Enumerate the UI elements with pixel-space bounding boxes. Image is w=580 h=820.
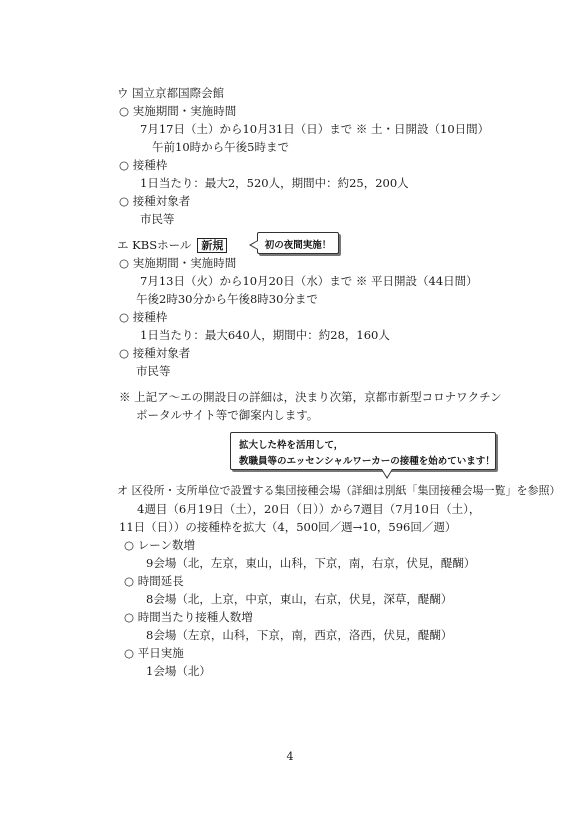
section-e-title: エ KBSホール: [117, 238, 192, 252]
section-e-quota-heading: ○ 接種枠: [119, 310, 168, 324]
section-u-title: ウ 国立京都国際会館: [117, 86, 225, 100]
section-u-target-heading: ○ 接種対象者: [119, 194, 191, 208]
section-e-target-heading: ○ 接種対象者: [119, 346, 191, 360]
note-line2: ポータルサイト等で御案内します。: [136, 408, 319, 422]
section-o-line1: 4週目（6月19日（土），20日（日））から7週目（7月10日（土），: [137, 502, 481, 516]
section-o-item-heading: ○ 時間延長: [124, 574, 184, 588]
section-u-period-heading: ○ 実施期間・実施時間: [119, 104, 237, 118]
section-o-item-heading: ○ 時間当たり接種人数増: [124, 610, 253, 624]
section-o-item-detail: 8会場（北，上京，中京，東山，右京，伏見，深草，醍醐）: [146, 592, 453, 606]
section-e-target-text: 市民等: [136, 364, 171, 378]
callout-pointer-fill: [251, 241, 258, 249]
expansion-callout: [230, 432, 496, 470]
note-line1: ※ 上記ア〜エの開設日の詳細は，決まり次第，京都市新型コロナワクチン: [119, 390, 502, 404]
expansion-callout-line1: 拡大した枠を活用して，: [239, 440, 344, 451]
section-e-period-heading: ○ 実施期間・実施時間: [119, 256, 237, 270]
night-callout: [257, 232, 339, 254]
section-e-period-line1: 7月13日（火）から10月20日（水）まで ※ 平日開設（44日間）: [140, 274, 478, 288]
section-u-quota-heading: ○ 接種枠: [119, 158, 168, 172]
night-callout-text: 初の夜間実施！: [264, 240, 332, 251]
section-o-line2: 11日（日））の接種枠を拡大（4，500回／週→10，596回／週）: [119, 520, 457, 534]
section-u-period-line1: 7月17日（土）から10月31日（日）まで ※ 土・日開設（10日間）: [140, 122, 490, 136]
section-o-item-heading: ○ 平日実施: [124, 646, 184, 660]
section-o-item-detail: 1会場（北）: [146, 664, 211, 678]
section-o-item-detail: 8会場（左京，山科，下京，南，西京，洛西，伏見，醍醐）: [146, 628, 453, 642]
expansion-callout-line2: 教職員等のエッセンシャルワーカーの接種を始めています！: [239, 456, 495, 467]
section-o-title: オ 区役所・支所単位で設置する集団接種会場（詳細は別紙「集団接種会場一覧」を参照）: [117, 484, 561, 497]
section-o-item-heading: ○ レーン数増: [124, 538, 195, 552]
new-badge: 新規: [197, 238, 227, 253]
section-u-target-text: 市民等: [140, 212, 175, 226]
section-e-quota-text: 1日当たり：最大640人，期間中：約28，160人: [140, 328, 390, 342]
section-o-item-detail: 9会場（北，左京，東山，山科，下京，南，右京，伏見，醍醐）: [146, 556, 476, 570]
page-number: 4: [286, 750, 294, 763]
callout-pointer-fill: [382, 469, 392, 477]
section-u-quota-text: 1日当たり：最大2，520人，期間中：約25，200人: [140, 176, 409, 190]
section-e-title-row: [117, 238, 227, 253]
section-u-period-line2: 午前10時から午後5時まで: [152, 140, 289, 154]
section-e-period-line2: 午後2時30分から午後8時30分まで: [136, 292, 318, 306]
